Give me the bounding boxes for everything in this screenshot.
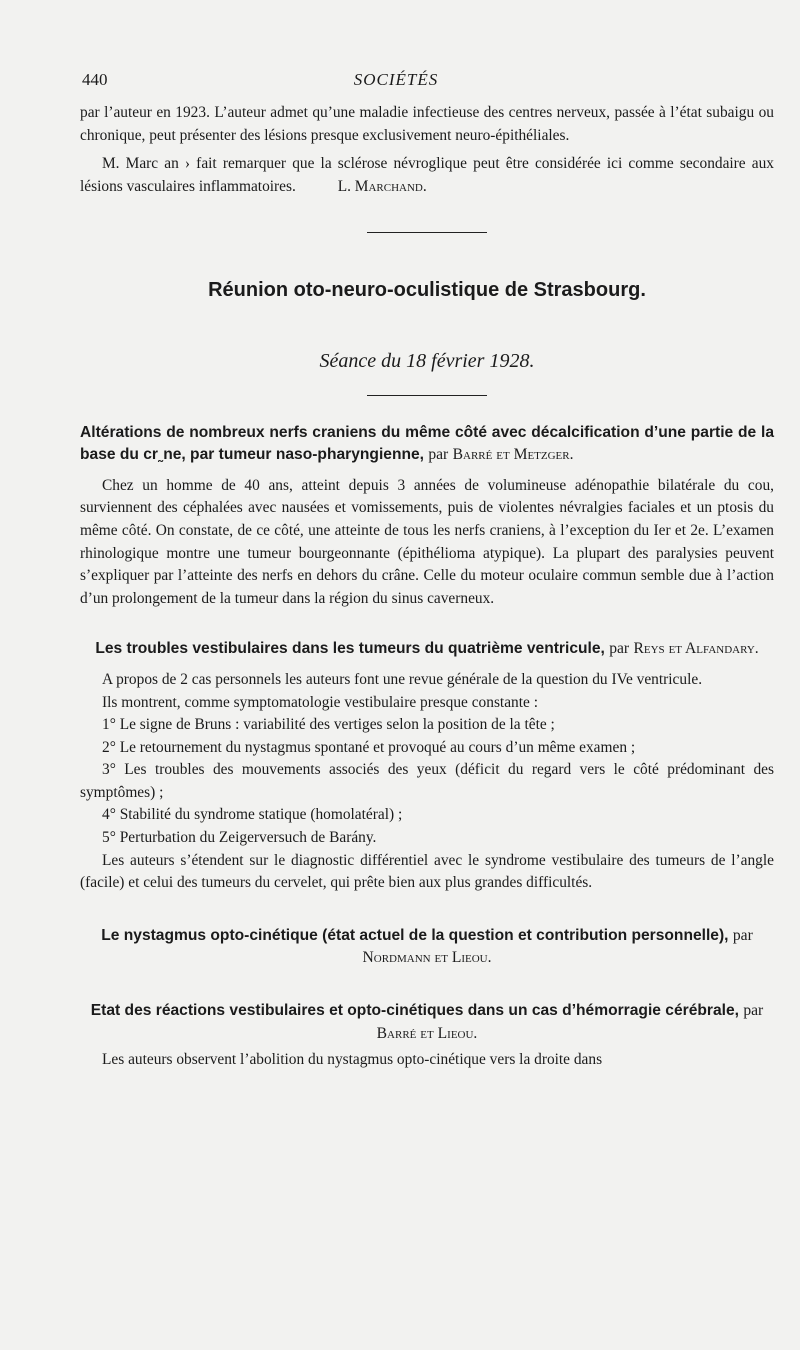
remark-paragraph xyxy=(80,153,774,198)
article-by: par xyxy=(609,640,630,658)
running-header xyxy=(82,70,760,98)
article-title-text: Le nystagmus opto-cinétique (état actuel de la question et contribution personnelle), xyxy=(101,926,729,944)
running-title: SOCIÉTÉS xyxy=(353,70,439,89)
list-item: 2° Le retournement du nystagmus spontané et provoqué au cours d’un même examen ; xyxy=(102,738,636,756)
article-title xyxy=(80,422,774,467)
article-title-text: Altérations de nombreux nerfs craniens du même côté avec décalcification d’une partie de la base du cr˷ne, par tumeur naso-pharyngienne, xyxy=(80,423,774,464)
article-authors: Reys et Alfandary. xyxy=(633,640,759,658)
continuation-paragraph: par l’auteur en 1923. L’auteur admet qu’une maladie infectieuse des centres nerveux, passée à l’état subaigu ou chronique, peut présenter des lésions presque exclusivement neuro-épithéliales. xyxy=(80,104,774,144)
list-item: 1° Le signe de Bruns : variabilité des vertiges selon la position de la tête ; xyxy=(102,716,555,734)
article-paragraph: Ils montrent, comme symptomatologie vestibulaire presque constante : xyxy=(102,693,538,711)
article-by: par xyxy=(732,926,753,944)
list-item: 3° Les troubles des mouvements associés des yeux (déficit du regard vers le côté prédominant des symptômes) ; xyxy=(80,761,774,801)
page-number: 440 xyxy=(82,70,108,89)
article-title-text: Etat des réactions vestibulaires et opto-cinétiques dans un cas d’hémorragie cérébrale, xyxy=(90,1002,739,1020)
section-title: Réunion oto-neuro-oculistique de Strasbourg. xyxy=(208,279,646,302)
article-paragraph: Les auteurs observent l’abolition du nystagmus opto-cinétique vers la droite dans xyxy=(102,1051,603,1069)
session-date: Séance du 18 février 1928. xyxy=(319,349,535,372)
article-title-text: Les troubles vestibulaires dans les tumeurs du quatrième ventricule, xyxy=(95,640,605,658)
article-title xyxy=(80,638,774,661)
article-title xyxy=(80,1000,774,1045)
article-by: par xyxy=(428,446,449,464)
remark-text: M. Marc an › fait remarquer que la sclérose névroglique peut être considérée ici comme secondaire aux lésions vasculaires inflammatoires. xyxy=(80,155,774,195)
article-authors: Barré et Lieou. xyxy=(376,1024,478,1042)
section-divider-top xyxy=(367,232,487,233)
list-item: 4° Stabilité du syndrome statique (homolatéral) ; xyxy=(102,806,403,824)
article-authors: Barré et Metzger. xyxy=(452,446,574,464)
article-paragraph: Les auteurs s’étendent sur le diagnostic différentiel avec le syndrome vestibulaire des tumeurs de l’angle (facile) et celui des tumeurs du cervelet, qui prête bien aux plus grandes difficultés. xyxy=(80,851,774,892)
list-item: 5° Perturbation du Zeigerversuch de Barány. xyxy=(102,829,377,847)
article-paragraph: Chez un homme de 40 ans, atteint depuis 3 années de volumineuse adénopathie bilatérale du cou, surviennent des céphalées avec nausées et vomissements, puis de violentes névralgies faciales et un ptosis du même côté. On constate, de ce côté, une atteinte de tous les nerfs craniens, à l’exception du Ier et 2e. L’examen rhinologique montre une tumeur bourgeonnante (épithélioma atypique). La plupart des paralysies peuvent s’expliquer par l’atteinte des nerfs en dehors du crâne. Celle du moteur oculaire commun semble due à l’action d’un prolongement de la tumeur dans la région du sinus caverneux. xyxy=(80,476,774,607)
article-paragraph: A propos de 2 cas personnels les auteurs font une revue générale de la question du IVe ventricule. xyxy=(102,670,703,688)
article xyxy=(80,638,774,895)
article-title xyxy=(80,925,774,970)
section-divider-bottom xyxy=(367,395,487,396)
article-by: par xyxy=(743,1002,764,1020)
article xyxy=(80,1000,774,1072)
page-body xyxy=(80,102,774,1072)
article xyxy=(80,925,774,970)
article-authors: Nordmann et Lieou. xyxy=(362,949,492,967)
signature: L. Marchand. xyxy=(337,177,427,195)
article xyxy=(80,422,774,611)
